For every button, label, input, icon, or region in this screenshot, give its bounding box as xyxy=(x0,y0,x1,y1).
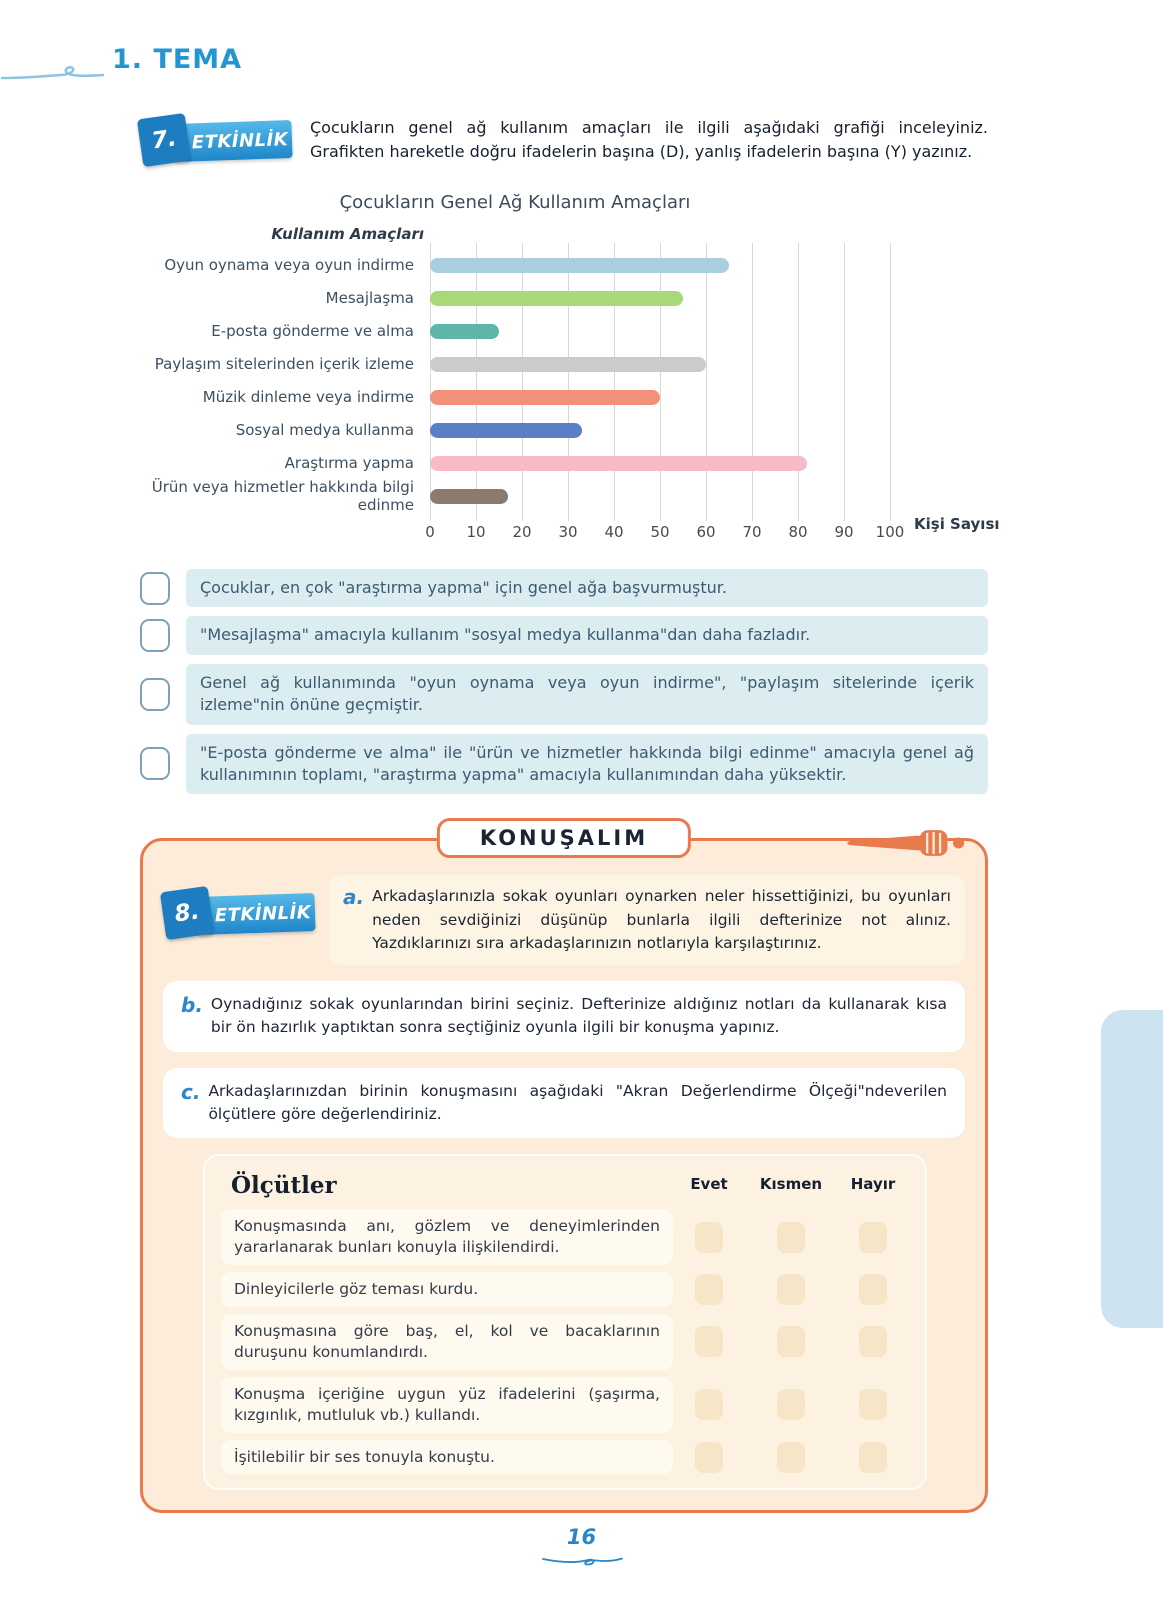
rating-checkbox[interactable] xyxy=(695,1326,723,1357)
chart-y-axis-label: Kullanım Amaçları xyxy=(271,225,424,243)
rating-cell xyxy=(837,1442,909,1473)
column-header-kismen: Kısmen xyxy=(759,1174,823,1193)
table-row xyxy=(221,1272,909,1307)
chart-bar-track xyxy=(430,381,890,414)
chart-row xyxy=(140,282,890,315)
item-c xyxy=(163,1068,965,1139)
activity-badge-label: ETKİNLİK xyxy=(173,120,292,162)
x-tick-label: 60 xyxy=(696,523,716,541)
chart-bar-track xyxy=(430,414,890,447)
page-number-flourish xyxy=(537,1552,627,1572)
bar-chart xyxy=(140,192,1000,547)
criterion-text: Konuşma içeriğine uygun yüz ifadelerini (şaşırma, kızgınlık, mutluluk vb.) kullandı. xyxy=(221,1377,673,1433)
statement-row xyxy=(140,569,988,607)
rating-checkbox[interactable] xyxy=(777,1389,805,1420)
dy-answer-checkbox[interactable] xyxy=(140,678,170,711)
chart-row xyxy=(140,447,890,480)
column-header-evet: Evet xyxy=(690,1174,728,1193)
dy-answer-checkbox[interactable] xyxy=(140,747,170,780)
table-title: Ölçütler xyxy=(231,1172,337,1200)
statement-row xyxy=(140,616,988,654)
x-tick-label: 100 xyxy=(875,523,905,541)
dy-answer-checkbox[interactable] xyxy=(140,572,170,605)
criterion-text: İşitilebilir bir ses tonuyla konuştu. xyxy=(221,1440,673,1475)
peer-evaluation-table xyxy=(203,1154,927,1490)
rating-cell xyxy=(745,1222,837,1253)
rating-checkbox[interactable] xyxy=(859,1442,887,1473)
rating-cell xyxy=(837,1222,909,1253)
chart-row xyxy=(140,381,890,414)
activity-badge-label: ETKİNLİK xyxy=(196,893,315,935)
x-tick-label: 40 xyxy=(604,523,624,541)
rating-cell xyxy=(673,1326,745,1357)
rating-checkbox[interactable] xyxy=(777,1274,805,1305)
x-tick-label: 80 xyxy=(788,523,808,541)
statement-row xyxy=(140,734,988,795)
gridline xyxy=(890,243,891,521)
rating-checkbox[interactable] xyxy=(695,1222,723,1253)
chart-bar xyxy=(430,456,807,471)
activity-7-instruction: Çocukların genel ağ kullanım amaçları ile ilgili aşağıdaki grafiği inceleyiniz. Grafikten hareketle doğru ifadelerin başına (D), yanlış ifadelerin başına (Y) yazınız. xyxy=(310,118,988,161)
konusalim-title: KONUŞALIM xyxy=(437,818,691,858)
x-tick-label: 20 xyxy=(512,523,532,541)
rating-checkbox[interactable] xyxy=(777,1222,805,1253)
item-c-label: c. xyxy=(181,1079,201,1104)
chapter-side-tab xyxy=(1101,1010,1163,1328)
chart-x-axis xyxy=(425,515,1000,547)
rating-cell xyxy=(745,1274,837,1305)
column-header-hayir: Hayır xyxy=(850,1174,896,1193)
chart-bar xyxy=(430,423,582,438)
statement-row xyxy=(140,664,988,725)
criterion-text: Konuşmasına göre baş, el, kol ve bacaklarının duruşunu konumlandırdı. xyxy=(221,1314,673,1370)
chart-bar-track xyxy=(430,282,890,315)
rating-checkbox[interactable] xyxy=(859,1326,887,1357)
rating-checkbox[interactable] xyxy=(695,1442,723,1473)
rating-cell xyxy=(837,1326,909,1357)
chart-bar-track xyxy=(430,447,890,480)
activity-8-badge xyxy=(163,885,315,943)
statements-list xyxy=(140,569,988,794)
item-b-label: b. xyxy=(181,993,203,1018)
rating-checkbox[interactable] xyxy=(859,1274,887,1305)
activity-8 xyxy=(163,875,965,965)
chart-row xyxy=(140,480,890,513)
chart-category-label: E-posta gönderme ve alma xyxy=(211,321,414,340)
table-row xyxy=(221,1209,909,1265)
chart-category-label: Sosyal medya kullanma xyxy=(235,420,414,439)
table-row xyxy=(221,1377,909,1433)
rating-cell xyxy=(673,1222,745,1253)
item-c-text: Arkadaşlarınızdan birinin konuşmasını aşağıdaki "Akran Değerlendirme Ölçeği"ndeverilen ölçütlere göre değerlendiriniz. xyxy=(208,1081,947,1123)
item-a-label: a. xyxy=(343,885,365,910)
rating-cell xyxy=(837,1274,909,1305)
chart-category-label: Ürün veya hizmetler hakkında bilgi edinme xyxy=(151,478,414,514)
item-a xyxy=(329,875,965,965)
chart-row xyxy=(140,315,890,348)
chart-plot-area xyxy=(140,249,890,513)
statement-text: Çocuklar, en çok "araştırma yapma" için genel ağa başvurmuştur. xyxy=(186,569,988,607)
chart-bar-track xyxy=(430,480,890,513)
activity-7-badge xyxy=(140,112,292,170)
chart-bar xyxy=(430,489,508,504)
rating-checkbox[interactable] xyxy=(777,1326,805,1357)
page-content xyxy=(140,112,1000,1513)
rating-cell xyxy=(673,1389,745,1420)
chart-bar xyxy=(430,324,499,339)
chart-bar-track xyxy=(430,348,890,381)
criterion-text: Konuşmasında anı, gözlem ve deneyimlerinden yararlanarak bunları konuyla ilişkilendirdi. xyxy=(221,1209,673,1265)
x-tick-label: 10 xyxy=(466,523,486,541)
chart-title: Çocukların Genel Ağ Kullanım Amaçları xyxy=(339,192,691,213)
chart-bar xyxy=(430,357,706,372)
rating-checkbox[interactable] xyxy=(859,1389,887,1420)
rating-checkbox[interactable] xyxy=(777,1442,805,1473)
statement-text: "E-posta gönderme ve alma" ile "ürün ve hizmetler hakkında bilgi edinme" amacıyla genel ağ kullanımının toplamı, "araştırma yapma" amacıyla kullanımından daha yüksektir. xyxy=(186,734,988,795)
rating-checkbox[interactable] xyxy=(859,1222,887,1253)
chart-bar xyxy=(430,390,660,405)
x-tick-label: 70 xyxy=(742,523,762,541)
rating-cell xyxy=(673,1442,745,1473)
chart-row xyxy=(140,414,890,447)
chart-row xyxy=(140,348,890,381)
header-squiggle-decoration xyxy=(0,62,108,88)
chart-category-label: Paylaşım sitelerinden içerik izleme xyxy=(154,354,414,373)
chart-bar xyxy=(430,291,683,306)
x-tick-label: 0 xyxy=(425,523,435,541)
x-tick-label: 30 xyxy=(558,523,578,541)
chart-category-label: Oyun oynama veya oyun indirme xyxy=(164,255,414,274)
rating-cell xyxy=(745,1389,837,1420)
chart-category-label: Araştırma yapma xyxy=(284,453,414,472)
criterion-text: Dinleyicilerle göz teması kurdu. xyxy=(221,1272,673,1307)
chart-rows xyxy=(140,249,890,513)
activity-number: 7. xyxy=(137,113,191,167)
rating-cell xyxy=(745,1442,837,1473)
activity-7 xyxy=(140,112,988,170)
statement-text: "Mesajlaşma" amacıyla kullanım "sosyal medya kullanma"dan daha fazladır. xyxy=(186,616,988,654)
rating-cell xyxy=(837,1389,909,1420)
chart-bar-track xyxy=(430,315,890,348)
rating-checkbox[interactable] xyxy=(695,1274,723,1305)
item-b-text: Oynadığınız sokak oyunlarından birini seçiniz. Defterinize aldığınız notları da kullanarak kısa bir ön hazırlık yaptıktan sonra seçtiğiniz oyunla ilgili bir konuşma yapınız. xyxy=(210,995,947,1037)
microphone-icon xyxy=(845,824,965,866)
dy-answer-checkbox[interactable] xyxy=(140,619,170,652)
rating-checkbox[interactable] xyxy=(695,1389,723,1420)
chart-row xyxy=(140,249,890,282)
rating-cell xyxy=(673,1274,745,1305)
table-header-row xyxy=(221,1166,909,1201)
x-tick-label: 90 xyxy=(834,523,854,541)
table-row xyxy=(221,1440,909,1475)
chart-category-label: Mesajlaşma xyxy=(325,288,414,307)
chart-bar-track xyxy=(430,249,890,282)
item-b xyxy=(163,981,965,1052)
page-number: 16 xyxy=(566,1525,597,1549)
chart-category-label: Müzik dinleme veya indirme xyxy=(202,387,414,406)
theme-title: 1. TEMA xyxy=(112,44,243,75)
x-tick-label: 50 xyxy=(650,523,670,541)
table-row xyxy=(221,1314,909,1370)
chart-x-axis-label: Kişi Sayısı xyxy=(914,515,1000,533)
rating-cell xyxy=(745,1326,837,1357)
statement-text: Genel ağ kullanımında "oyun oynama veya oyun indirme", "paylaşım sitelerinde içerik izleme"nin önüne geçmiştir. xyxy=(186,664,988,725)
activity-number: 8. xyxy=(160,886,214,940)
item-a-text: Arkadaşlarınızla sokak oyunları oynarken neler hissettiğinizi, bu oyunları neden sevdiğinizi düşünüp bunlarla ilgili defterinize not alınız. Yazdıklarınızı sıra arkadaşlarınızın notlarıyla karşılaştırınız. xyxy=(372,887,951,952)
table-body xyxy=(221,1209,909,1474)
chart-bar xyxy=(430,258,729,273)
konusalim-section xyxy=(140,826,988,1513)
